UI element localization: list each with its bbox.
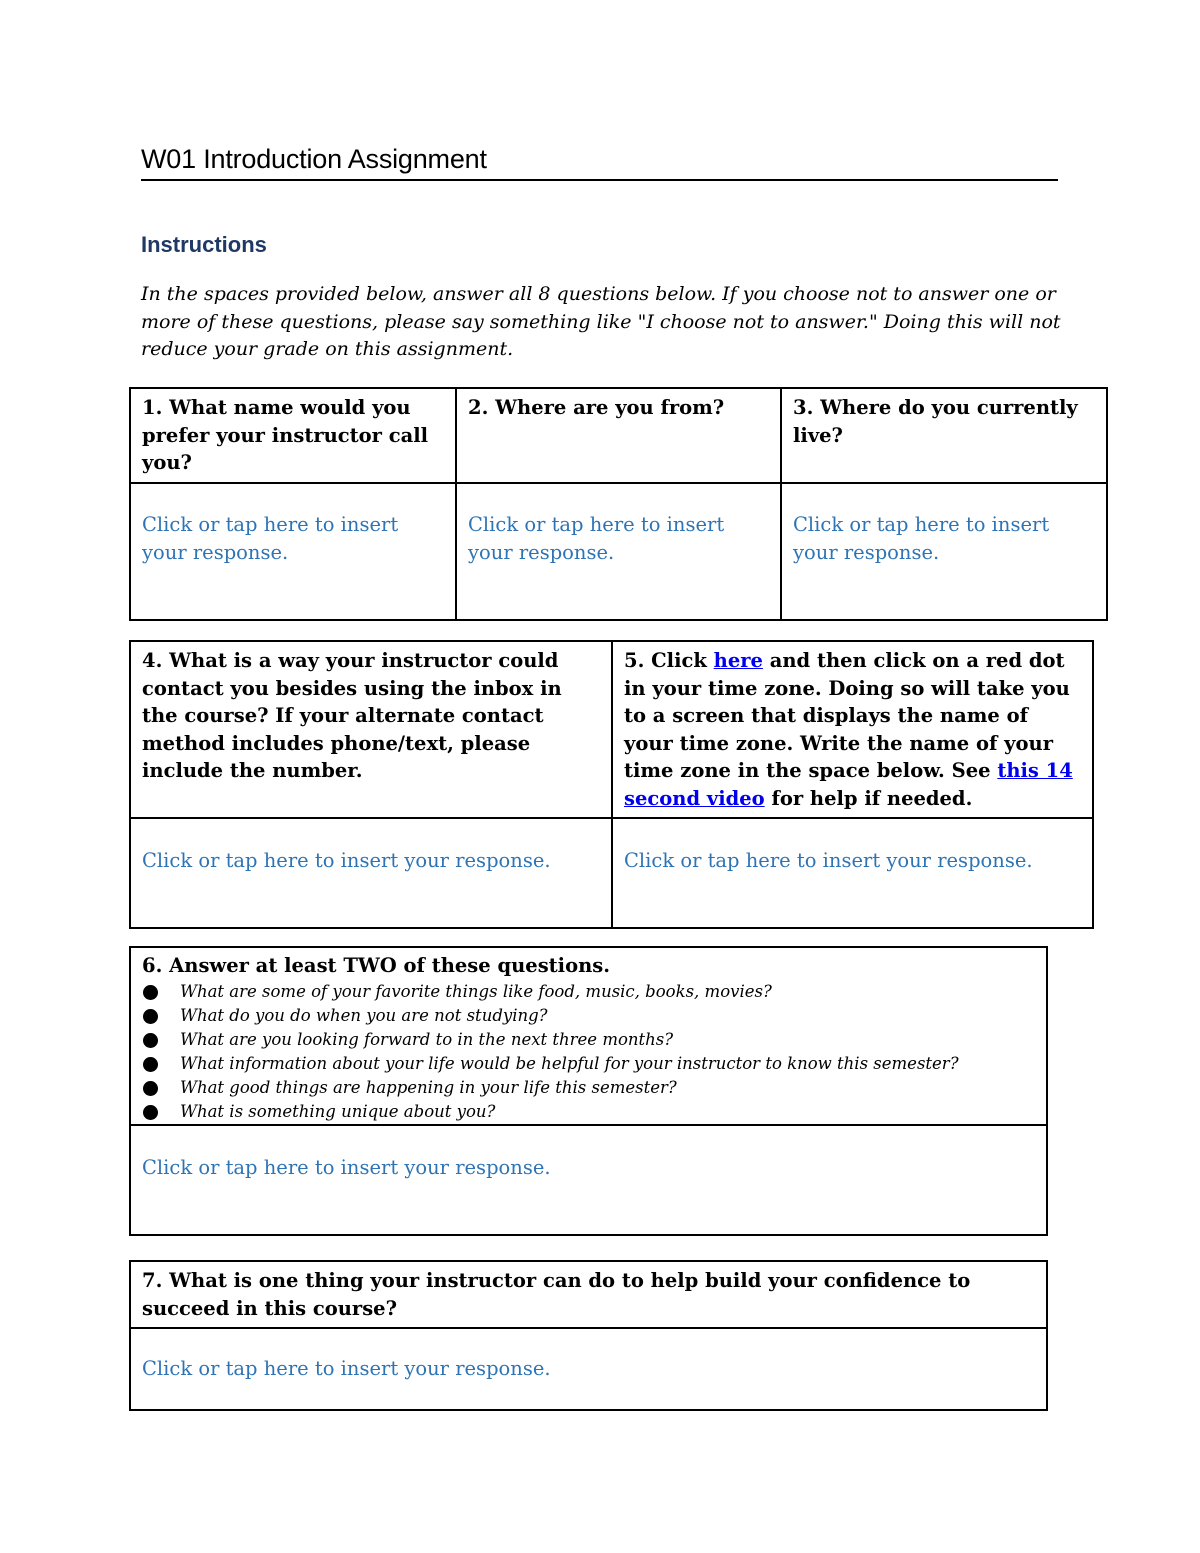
bullet-icon: [143, 1009, 158, 1024]
list-item: [180, 980, 1036, 1004]
instructions-text: In the spaces provided below, answer all 8 questions below. If you choose not to answer one or more of these questions, please say something like "I choose not to answer." Doing this will not reduce your grade on this assignment.: [141, 283, 1061, 360]
list-item: [180, 1100, 1036, 1124]
response-field-6[interactable]: Click or tap here to insert your response.: [130, 1125, 1047, 1235]
bullet-text: What are some of your favorite things like food, music, books, movies?: [180, 981, 772, 1001]
question-2: 2. Where are you from?: [456, 388, 781, 483]
bullet-icon: [143, 1081, 158, 1096]
question-7: 7. What is one thing your instructor can do to help build your confidence to succeed in this course?: [130, 1261, 1047, 1328]
response-field-5[interactable]: Click or tap here to insert your response.: [612, 818, 1093, 928]
response-field-7[interactable]: Click or tap here to insert your response.: [130, 1328, 1047, 1410]
response-field-2[interactable]: Click or tap here to insert your response.: [456, 483, 781, 620]
question-6-table: [129, 946, 1048, 1236]
bullet-text: What information about your life would be helpful for your instructor to know this semester?: [180, 1053, 959, 1073]
help-video-link[interactable]: this 14 second video: [624, 759, 1073, 810]
bullet-text: What are you looking forward to in the next three months?: [180, 1029, 674, 1049]
question-4: 4. What is a way your instructor could contact you besides using the inbox in the course? If your alternate contact method includes phone/text, please include the number.: [130, 641, 612, 818]
time-zone-map-link[interactable]: here: [713, 649, 763, 672]
question-6-bullet-list: [142, 980, 1036, 1124]
bullet-icon: [143, 985, 158, 1000]
questions-4-5-table: [129, 640, 1094, 929]
bullet-icon: [143, 1105, 158, 1120]
question-5-text-middle: and then click on a red dot in your time zone. Doing so will take you to a screen that displays the name of your time zone. Write the name of your time zone in the space below. See: [624, 649, 1070, 782]
question-5-text-end: for help if needed.: [764, 786, 973, 810]
question-5-text-start: 5. Click: [624, 649, 714, 672]
bullet-text: What is something unique about you?: [180, 1101, 496, 1121]
list-item: [180, 1052, 1036, 1076]
bullet-icon: [143, 1057, 158, 1072]
question-3: 3. Where do you currently live?: [781, 388, 1107, 483]
response-field-3[interactable]: Click or tap here to insert your response.: [781, 483, 1107, 620]
question-5: [612, 641, 1093, 818]
list-item: [180, 1028, 1036, 1052]
list-item: [180, 1004, 1036, 1028]
list-item: [180, 1076, 1036, 1100]
question-1: 1. What name would you prefer your instructor call you?: [130, 388, 456, 483]
question-7-table: [129, 1260, 1048, 1411]
bullet-icon: [143, 1033, 158, 1048]
question-6-prompt: 6. Answer at least TWO of these questions.: [142, 954, 611, 977]
bullet-text: What good things are happening in your life this semester?: [180, 1077, 677, 1097]
response-field-4[interactable]: Click or tap here to insert your response.: [130, 818, 612, 928]
bullet-text: What do you do when you are not studying?: [180, 1005, 548, 1025]
questions-1-3-table: [129, 387, 1108, 621]
document-title: W01 Introduction Assignment: [141, 144, 1058, 181]
instructions-heading: Instructions: [141, 232, 267, 257]
response-field-1[interactable]: Click or tap here to insert your response.: [130, 483, 456, 620]
question-6: [130, 947, 1047, 1125]
